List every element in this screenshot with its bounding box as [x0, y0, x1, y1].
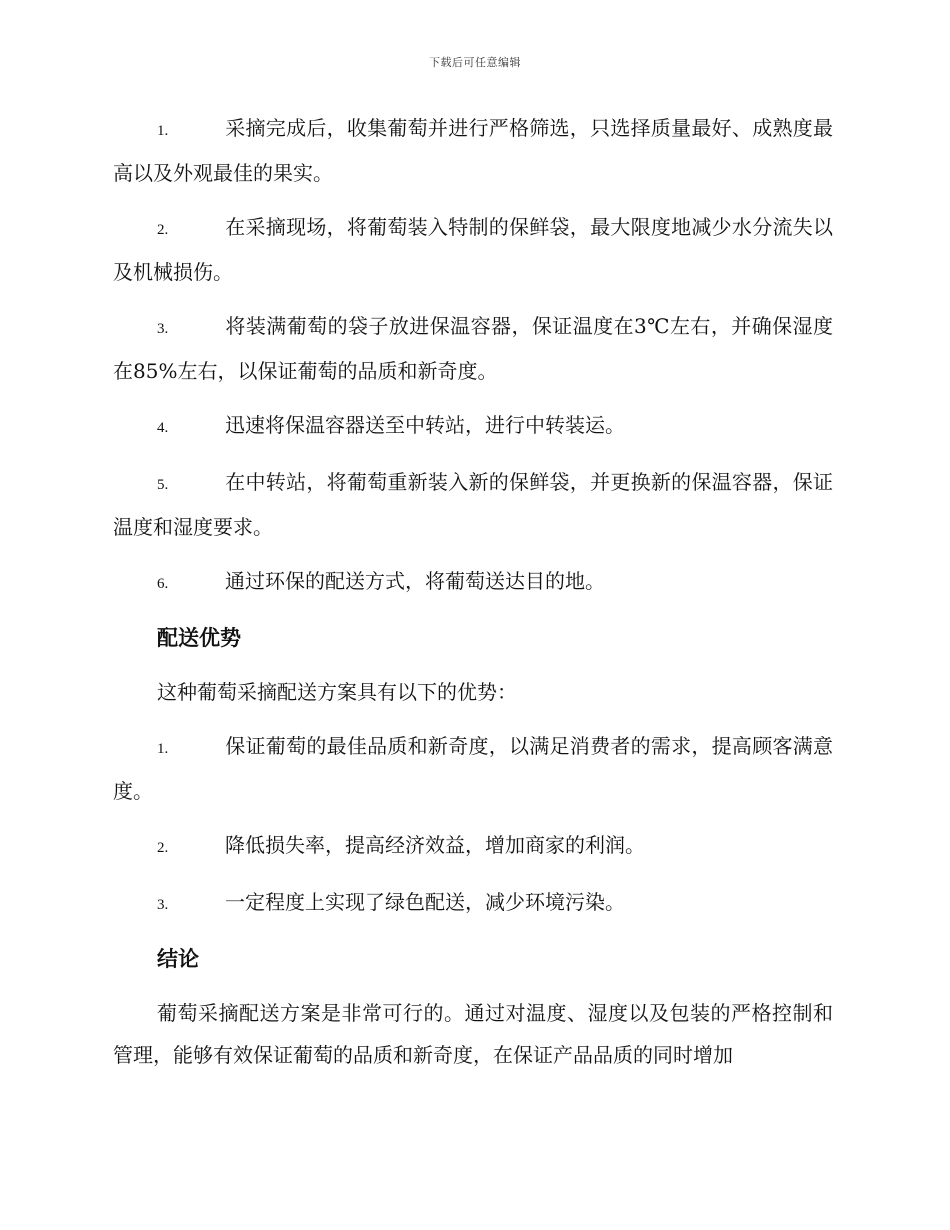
list-text: 将装满葡萄的袋子放进保温容器，保证温度在3℃左右，并确保湿度在85%左右，以保证葡萄的品质和新奇度。: [113, 314, 833, 383]
advantages-intro: 这种葡萄采摘配送方案具有以下的优势：: [157, 680, 517, 704]
list-number: 5.: [157, 477, 169, 493]
advantage-item-1: [113, 725, 833, 812]
step-item-6: [113, 560, 833, 605]
list-number: 3.: [157, 897, 169, 913]
list-text: 保证葡萄的最佳品质和新奇度，以满足消费者的需求，提高顾客满意度。: [113, 734, 833, 803]
step-item-5: [113, 461, 833, 548]
step-item-1: [113, 107, 833, 194]
step-item-4: [113, 404, 833, 449]
document-body: [113, 107, 833, 1088]
section-heading-conclusion: 结论: [157, 947, 199, 971]
list-number: 3.: [157, 321, 169, 337]
list-number: 2.: [157, 222, 169, 238]
list-number: 4.: [157, 420, 169, 436]
list-number: 1.: [157, 123, 169, 139]
advantage-item-3: [113, 881, 833, 926]
list-text: 采摘完成后，收集葡萄并进行严格筛选，只选择质量最好、成熟度最高以及外观最佳的果实。: [113, 116, 833, 185]
list-text: 通过环保的配送方式，将葡萄送达目的地。: [225, 569, 605, 593]
list-number: 1.: [157, 741, 169, 757]
list-text: 降低损失率，提高经济效益，增加商家的利润。: [225, 833, 645, 857]
section-heading-advantages: 配送优势: [157, 626, 241, 650]
page-header: 下载后可任意编辑: [429, 56, 521, 69]
list-number: 6.: [157, 576, 169, 592]
step-item-3: [113, 305, 833, 392]
step-item-2: [113, 206, 833, 293]
list-text: 迅速将保温容器送至中转站，进行中转装运。: [225, 413, 625, 437]
conclusion-text: 葡萄采摘配送方案是非常可行的。通过对温度、湿度以及包装的严格控制和管理，能够有效保证葡萄的品质和新奇度，在保证产品品质的同时增加: [113, 1001, 833, 1067]
list-text: 一定程度上实现了绿色配送，减少环境污染。: [225, 890, 625, 914]
list-number: 2.: [157, 840, 169, 856]
list-text: 在中转站，将葡萄重新装入新的保鲜袋，并更换新的保温容器，保证温度和湿度要求。: [113, 470, 833, 539]
advantage-item-2: [113, 824, 833, 869]
list-text: 在采摘现场，将葡萄装入特制的保鲜袋，最大限度地减少水分流失以及机械损伤。: [113, 215, 833, 284]
